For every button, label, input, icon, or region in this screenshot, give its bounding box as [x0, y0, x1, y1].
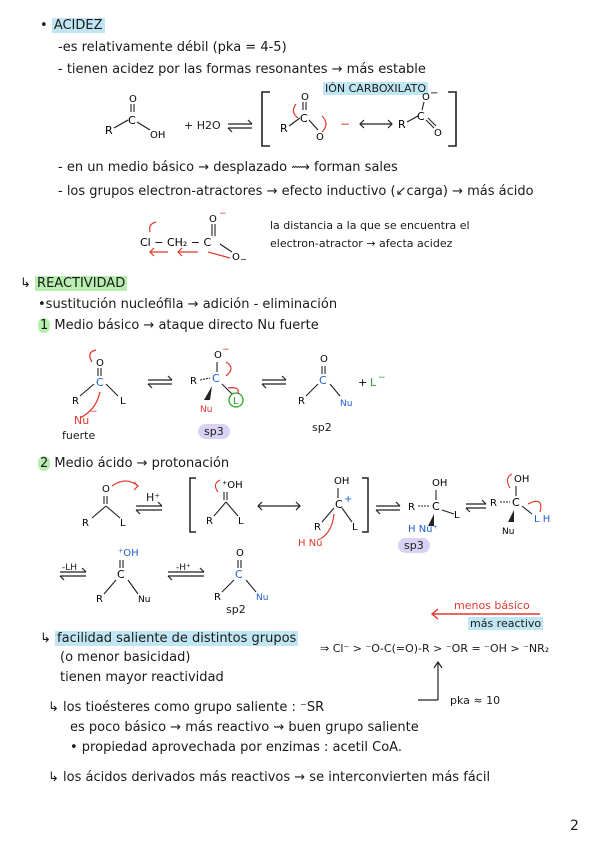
svg-text:−: −: [340, 117, 351, 131]
svg-text:L: L: [352, 522, 358, 533]
svg-text:R: R: [72, 396, 79, 407]
svg-text:C: C: [432, 500, 440, 513]
svg-text:R: R: [408, 502, 415, 513]
minus-lh-label: -LH: [62, 563, 78, 573]
svg-text:L: L: [370, 376, 377, 389]
svg-text:R: R: [105, 124, 113, 137]
tioester-line-1: ↳ los tioésteres como grupo saliente : ⁻SR: [48, 700, 325, 715]
svg-text:+: +: [358, 376, 368, 389]
svg-text:Nu: Nu: [502, 527, 515, 537]
minus-h-label: -H⁺: [176, 563, 191, 573]
svg-text:Nu: Nu: [340, 399, 353, 409]
reactividad-title: REACTIVIDAD: [37, 276, 126, 291]
svg-text:−: −: [240, 255, 247, 264]
svg-text:C: C: [212, 372, 220, 385]
medio-basico-text: Medio básico → ataque directo Nu fuerte: [54, 318, 319, 333]
saliente-text: facilidad saliente de distintos grupos: [57, 631, 297, 646]
svg-text:⁺OH: ⁺OH: [222, 480, 243, 491]
pka-label: pka ≈ 10: [450, 694, 501, 707]
sp2-label-1: sp2: [312, 421, 332, 434]
plus-h2o: + H2O: [184, 119, 221, 132]
svg-text:O: O: [96, 358, 104, 369]
svg-text:⁺OH: ⁺OH: [118, 548, 139, 559]
svg-text:O: O: [434, 128, 442, 139]
tioester-line-3: • propiedad aprovechada por enzimas : acetil CoA.: [70, 740, 402, 755]
medio-acido-text: Medio ácido → protonación: [54, 456, 230, 471]
svg-text:−: −: [219, 209, 227, 219]
svg-text:R: R: [280, 122, 288, 135]
svg-text:C: C: [335, 498, 343, 511]
acidez-line-4: - los grupos electron-atractores → efecto inductivo (↙carga) → más ácido: [58, 184, 534, 199]
svg-text:H Nu: H Nu: [298, 538, 323, 549]
sp3-badge-1: sp3: [198, 424, 230, 439]
menos-basico-label: menos básico: [454, 599, 530, 612]
mas-reactivo-label: más reactivo: [470, 617, 542, 630]
svg-text:L: L: [233, 396, 239, 407]
svg-text:−: −: [90, 407, 98, 417]
svg-text:R: R: [314, 522, 321, 533]
saliente-line-2: (o menor basicidad): [60, 650, 191, 665]
svg-text:+: +: [344, 494, 353, 505]
svg-text:Cl − CH₂ − C: Cl − CH₂ − C: [140, 236, 212, 249]
reactividad-sub-1: •sustitución nucleófila → adición - eliminación: [38, 297, 338, 312]
svg-text:O: O: [301, 92, 309, 103]
svg-text:OH: OH: [514, 474, 530, 485]
svg-text:L H: L H: [534, 514, 551, 525]
sp3-badge-2: sp3: [398, 538, 430, 553]
svg-text:R: R: [206, 516, 213, 527]
svg-text:L: L: [238, 516, 244, 527]
svg-text:C: C: [128, 114, 136, 127]
saliente-line-3: tienen mayor reactividad: [60, 670, 224, 685]
svg-text:OH: OH: [150, 130, 166, 141]
svg-text:R: R: [214, 592, 221, 603]
svg-text:O: O: [236, 548, 244, 559]
final-line: ↳ los ácidos derivados más reactivos → se interconvierten más fácil: [48, 770, 491, 785]
svg-text:−: −: [222, 345, 230, 355]
svg-text:−: −: [430, 88, 439, 99]
page-number: 2: [570, 818, 579, 834]
svg-text:R: R: [190, 376, 197, 387]
svg-text:O: O: [102, 484, 110, 495]
svg-text:H Nu⁺: H Nu⁺: [408, 524, 438, 535]
acidez-title: ACIDEZ: [53, 18, 103, 33]
svg-text:L: L: [120, 396, 126, 407]
acidez-heading: • ACIDEZ: [40, 18, 103, 33]
svg-text:O: O: [422, 92, 430, 103]
svg-text:Nu: Nu: [138, 595, 151, 605]
reactividad-heading: ↳ REACTIVIDAD: [20, 276, 126, 291]
distancia-line-1: la distancia a la que se encuentra el: [270, 219, 470, 232]
svg-text:R: R: [398, 118, 406, 131]
svg-text:O: O: [320, 354, 328, 365]
svg-text:C: C: [417, 110, 425, 123]
svg-text:R: R: [298, 396, 305, 407]
step-2-marker: 2: [40, 456, 49, 471]
carboxilato-badge: IÓN CARBOXILATO: [325, 82, 426, 95]
final-text: los ácidos derivados más reactivos → se interconvierten más fácil: [63, 770, 491, 785]
svg-text:O: O: [214, 350, 222, 361]
svg-text:C: C: [96, 376, 104, 389]
h-plus-label: H⁺: [146, 491, 161, 504]
svg-text:Nu: Nu: [74, 414, 90, 427]
acidez-line-3: - en un medio básico → desplazado ⟿ forman sales: [58, 160, 398, 175]
svg-text:R: R: [96, 594, 103, 605]
svg-text:C: C: [117, 568, 125, 581]
svg-text:L: L: [454, 510, 460, 521]
svg-text:R: R: [490, 498, 497, 509]
svg-text:L: L: [120, 518, 126, 529]
svg-text:C: C: [235, 568, 243, 581]
svg-text:C: C: [300, 112, 308, 125]
svg-text:O: O: [129, 94, 137, 105]
svg-text:Nu: Nu: [200, 405, 213, 415]
svg-text:R: R: [82, 518, 89, 529]
nu-fuerte-label: fuerte: [62, 429, 96, 442]
svg-text:O: O: [316, 132, 324, 143]
svg-text:C: C: [512, 496, 520, 509]
acidez-line-1: -es relativamente débil (pka = 4-5): [58, 40, 287, 55]
svg-text:C: C: [319, 374, 327, 387]
tioester-text: los tioésteres como grupo saliente : ⁻SR: [63, 700, 325, 715]
tioester-line-2: es poco básico → más reactivo ⇝ buen grupo saliente: [70, 720, 419, 735]
sp2-label-2: sp2: [226, 603, 246, 616]
svg-text:−: −: [378, 373, 386, 383]
saliente-series: ⇒ Cl⁻ > ⁻O‑C(=O)‑R > ⁻OR = ⁻OH > ⁻NR₂: [320, 642, 550, 655]
distancia-line-2: electron-atractor → afecta acidez: [270, 237, 453, 250]
svg-text:OH: OH: [334, 476, 350, 487]
acidez-line-2: - tienen acidez por las formas resonantes → más estable: [58, 62, 426, 77]
saliente-line-1: ↳ facilidad saliente de distintos grupos: [40, 631, 297, 646]
svg-text:Nu: Nu: [256, 593, 269, 603]
step-1-marker: 1: [40, 318, 49, 333]
svg-text:O: O: [209, 214, 217, 225]
svg-text:OH: OH: [432, 478, 448, 489]
svg-text:O: O: [232, 252, 240, 263]
